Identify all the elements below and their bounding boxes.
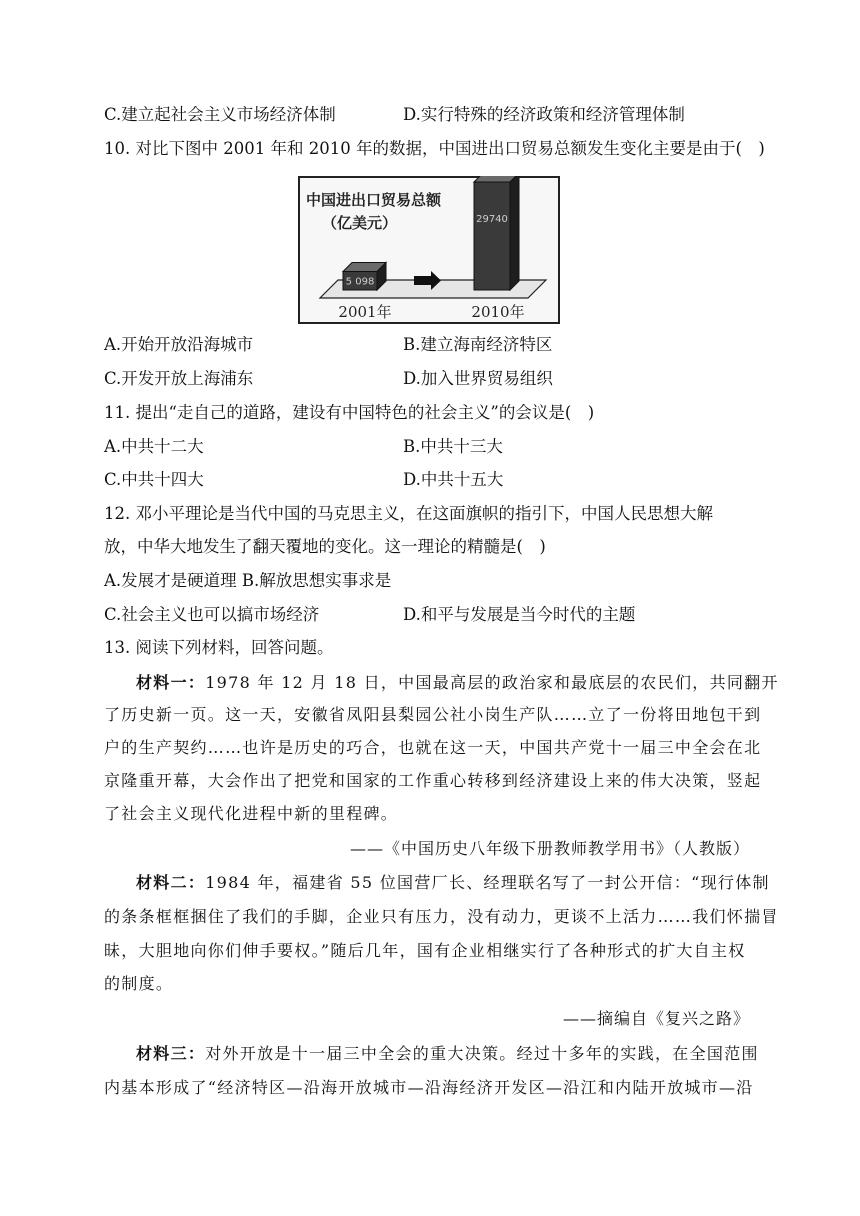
material-1-line1: 材料一：1978 年 12 月 18 日，中国最高层的政治家和最底层的农民们，共同翻开 [136,673,779,692]
x-label-2001: 2001年 [338,303,392,321]
question-12-stem-line2: 放，中华大地发生了翻天覆地的变化。这一理论的精髓是( ) [104,537,546,556]
material-2-source: ——摘编自《复兴之路》 [562,1009,750,1028]
option-c-q9: C.建立起社会主义市场经济体制 [104,105,336,124]
material-2-label: 材料二： [136,873,206,892]
material-3-line1: 材料三：对外开放是十一届三中全会的重大决策。经过十多年的实践，在全国范围 [136,1044,759,1063]
option-c-q12: C.社会主义也可以搞市场经济 [104,605,320,624]
material-1-line2: 了历史新一页。这一天，安徽省凤阳县梨园公社小岗生产队……立了一份将田地包干到 [104,705,762,724]
material-3-label: 材料三： [136,1044,206,1063]
trade-volume-chart [298,176,560,324]
value-label-2010年: 29740 [476,214,508,225]
material-1-line4: 京隆重开幕，大会作出了把党和国家的工作重心转移到经济建设上来的伟大决策，竖起 [104,771,762,790]
material-1-line5: 了社会主义现代化进程中新的里程碑。 [104,804,399,823]
option-d-q12: D.和平与发展是当今时代的主题 [403,605,636,624]
question-12-stem-line1: 12. 邓小平理论是当代中国的马克思主义，在这面旗帜的指引下，中国人民思想大解 [104,504,713,523]
material-2-line4: 的制度。 [104,974,174,993]
bar-2001年 [343,262,386,290]
material-2-line2: 的条条框框捆住了我们的手脚，企业只有压力，没有动力，更谈不上活力……我们怀揣冒 [104,907,779,926]
material-1-source: ——《中国历史八年级下册教师教学用书》（人教版） [349,839,750,858]
option-b-q10: B.建立海南经济特区 [403,335,553,354]
option-c-q11: C.中共十四大 [104,470,204,489]
option-a-q10: A.开始开放沿海城市 [104,335,254,354]
material-2-line1: 材料二：1984 年，福建省 55 位国营厂长、经理联名写了一封公开信：“现行体制 [136,873,770,892]
value-label-2001年: 5 098 [345,276,375,288]
question-13-stem: 13. 阅读下列材料，回答问题。 [104,638,334,657]
option-c-q10: C.开发开放上海浦东 [104,369,254,388]
material-1-line3: 户的生产契约……也许是历史的巧合，也就在这一天，中国共产党十一届三中全会在北 [104,738,762,757]
option-a-q11: A.中共十二大 [104,437,204,456]
question-10-stem: 10. 对比下图中 2001 年和 2010 年的数据，中国进出口贸易总额发生变化主要是由于( ) [104,139,765,158]
option-d-q9: D.实行特殊的经济政策和经济管理体制 [403,105,685,124]
option-d-q10: D.加入世界贸易组织 [403,369,553,388]
material-1-label: 材料一： [136,673,206,692]
chart-subtitle: （亿美元） [322,214,398,232]
chart-title: 中国进出口贸易总额 [306,191,442,209]
bar-2010年 [474,176,519,290]
material-2-line3: 昧，大胆地向你们伸手要权。”随后几年，国有企业相继实行了各种形式的扩大自主权 [104,941,746,960]
option-d-q11: D.中共十五大 [403,470,504,489]
x-label-2010: 2010年 [471,303,525,321]
question-11-stem: 11. 提出“走自己的道路，建设有中国特色的社会主义”的会议是( ) [104,403,595,422]
option-b-q11: B.中共十三大 [403,437,503,456]
option-ab-q12: A.发展才是硬道理 B.解放思想实事求是 [104,571,392,590]
material-3-line2: 内基本形成了“经济特区—沿海开放城市—沿海经济开发区—沿江和内陆开放城市—沿 [104,1078,754,1097]
